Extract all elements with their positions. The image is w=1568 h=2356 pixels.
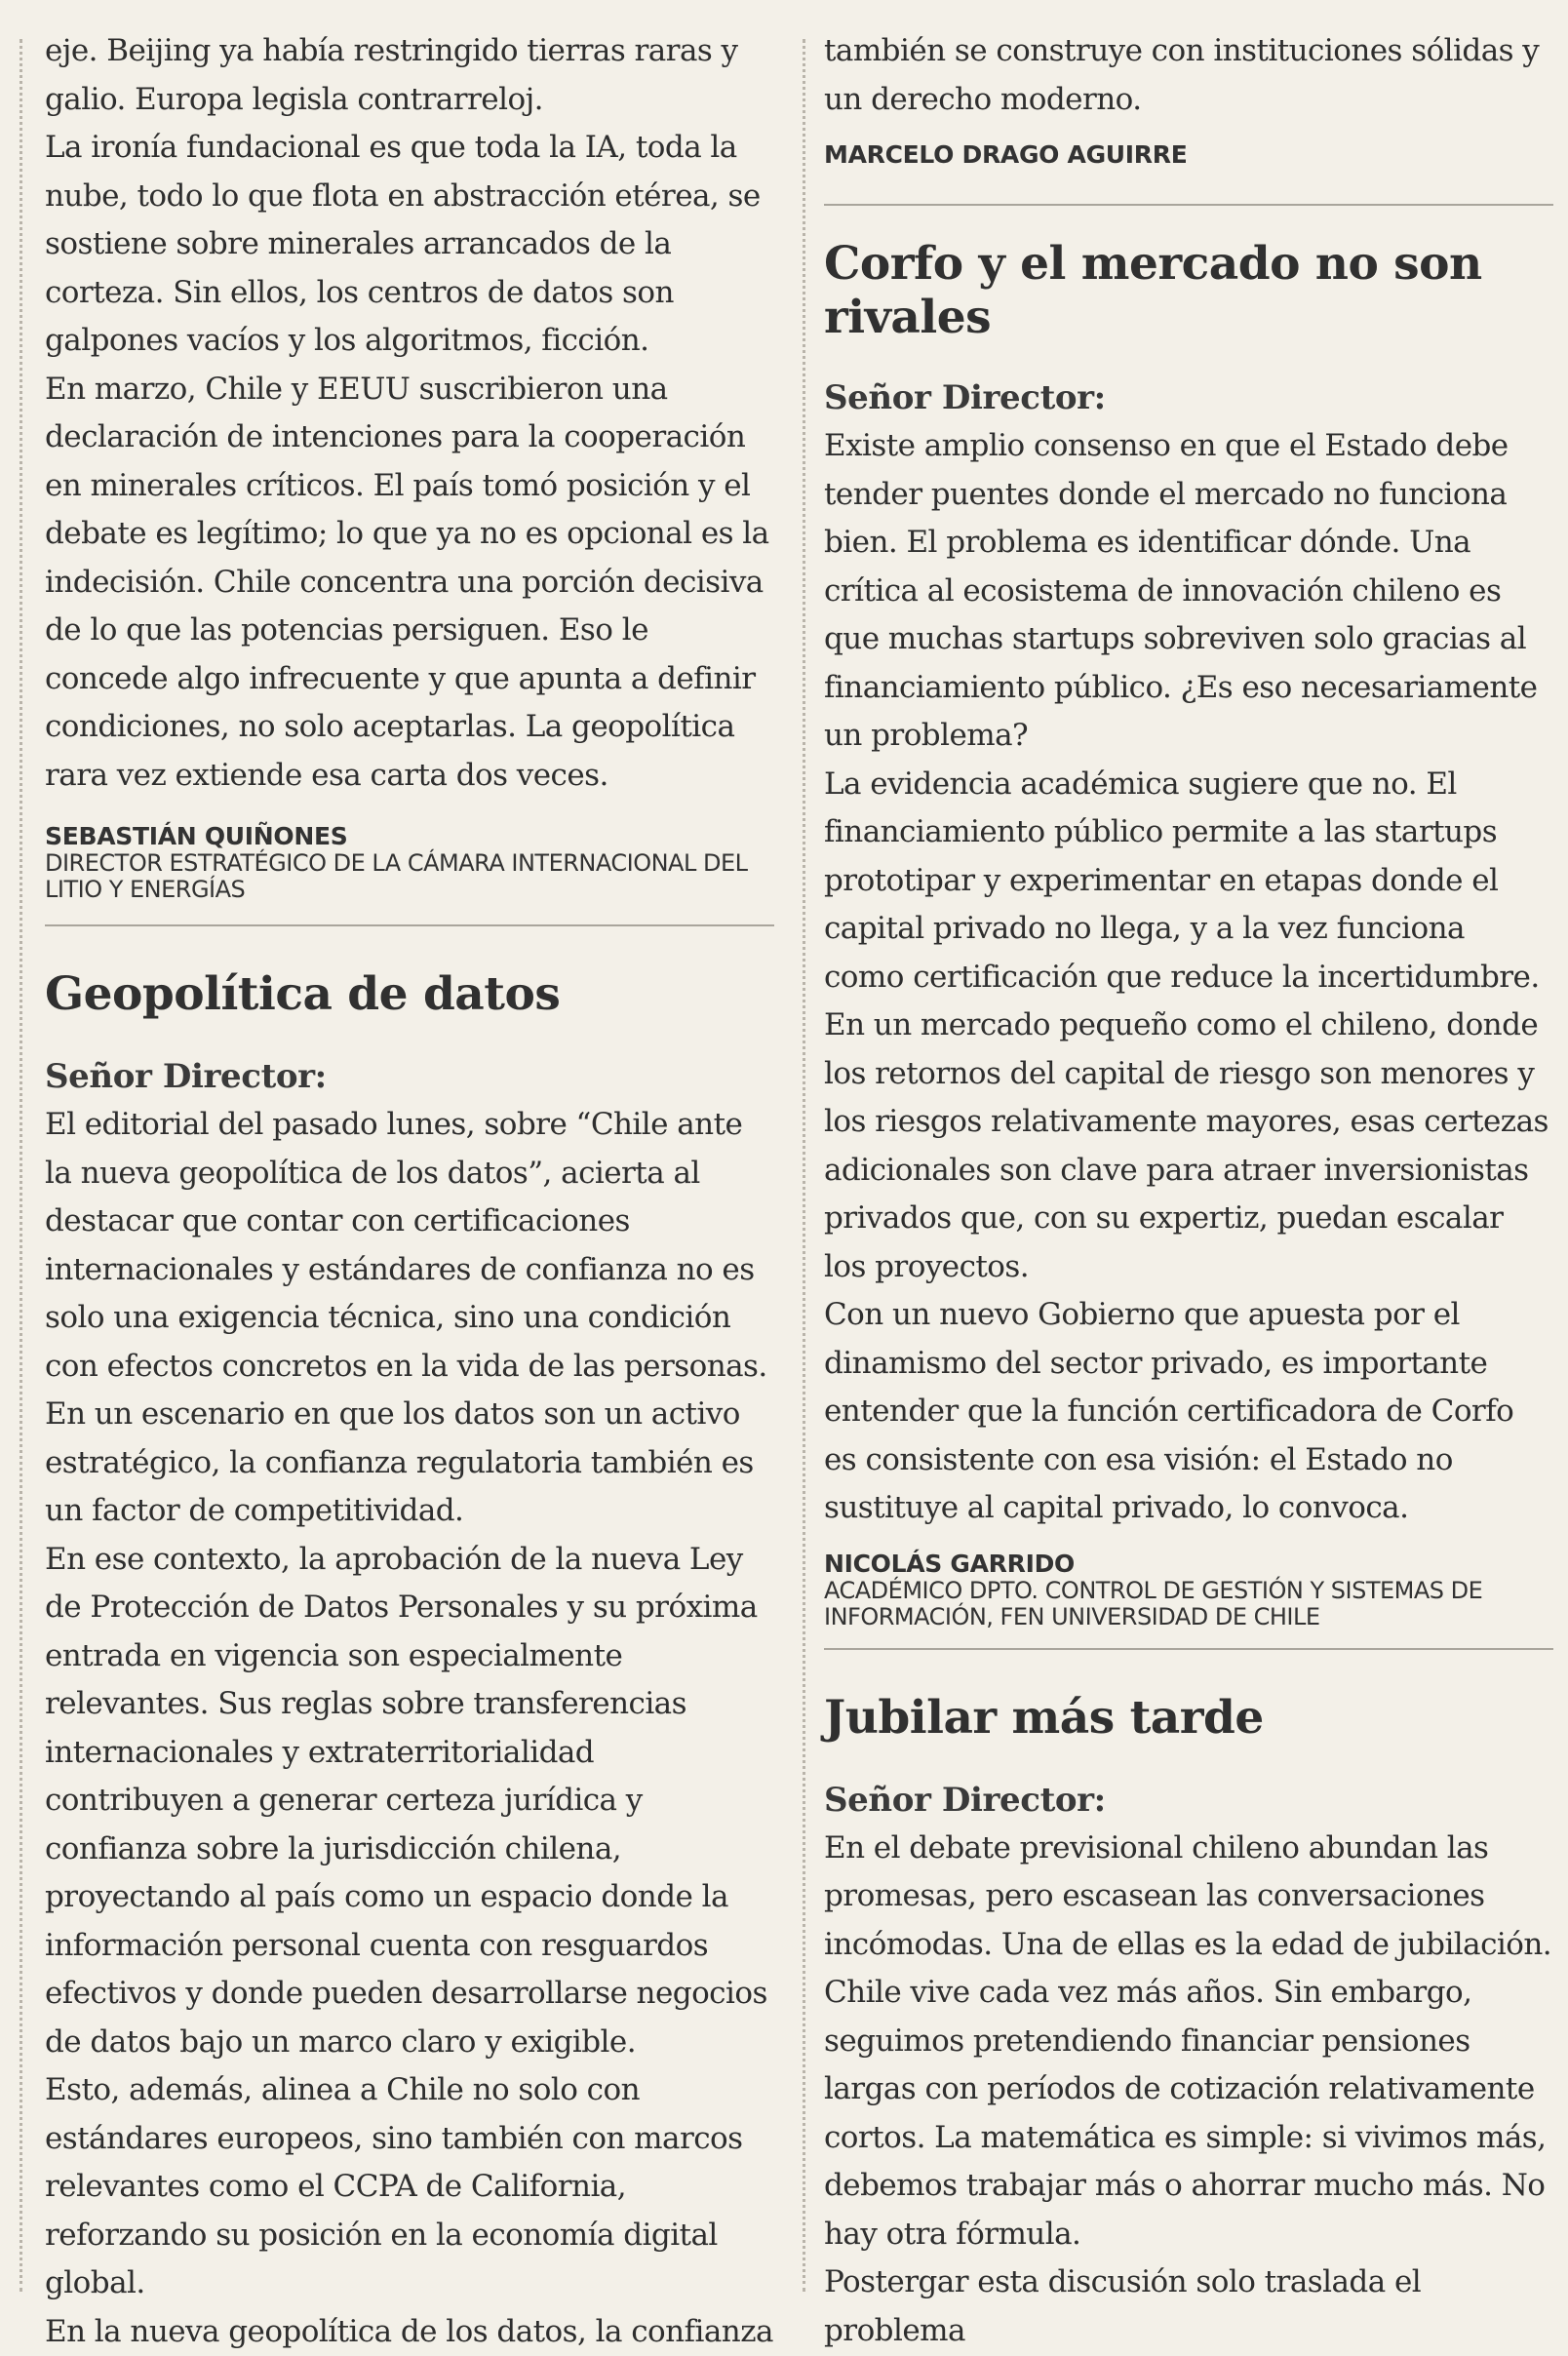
letter4-salutation: Señor Director:: [824, 1776, 1553, 1825]
letter2-author-name: MARCELO DRAGO AGUIRRE: [824, 141, 1553, 169]
letter1-paragraph: En marzo, Chile y EEUU suscribieron una declaración de intenciones para la cooperación en minerales críticos. El país tomó posición y el debate es legítimo; lo que ya no es opcional es la indecisión. Chile concentra una porción decisiva de lo que las potencias persiguen. Eso le concede algo infrecuente y que apunta a definir condiciones, no solo aceptarlas. La geopolítica rara vez extiende esa carta dos veces.: [45, 366, 774, 801]
letter1-paragraph: La ironía fundacional es que toda la IA, toda la nube, todo lo que flota en abstracción etérea, se sostiene sobre minerales arrancados de la corteza. Sin ellos, los centros de datos son galpones vacíos y los algoritmos, ficción.: [45, 124, 774, 366]
letter3-author-role: ACADÉMICO DPTO. CONTROL DE GESTIÓN Y SISTEMAS DE INFORMACIÓN, FEN UNIVERSIDAD DE CHILE: [824, 1578, 1553, 1630]
letter1-author-role: DIRECTOR ESTRATÉGICO DE LA CÁMARA INTERNACIONAL DEL LITIO Y ENERGÍAS: [45, 850, 774, 903]
letter3-salutation: Señor Director:: [824, 373, 1553, 422]
letter2-paragraph: En la nueva geopolítica de los datos, la confianza: [45, 2308, 774, 2356]
column-rule-middle: [803, 39, 805, 2292]
letter4-paragraph: Postergar esta discusión solo traslada el problema: [824, 2258, 1553, 2355]
letter3-paragraph: Existe amplio consenso en que el Estado debe tender puentes donde el mercado no funciona bien. El problema es identificar dónde. Una crítica al ecosistema de innovación chileno es que muchas startups sobreviven solo gracias al financiamiento público. ¿Es eso necesariamente un problema?: [824, 422, 1553, 761]
left-column: [45, 27, 774, 2356]
letter4-headline: Jubilar más tarde: [824, 1691, 1553, 1745]
column-rule-left: [20, 39, 22, 2292]
letter2-paragraph-continued: también se construye con instituciones sólidas y un derecho moderno.: [824, 27, 1553, 124]
letter3-author-name: NICOLÁS GARRIDO: [824, 1551, 1553, 1578]
letter3-paragraph: La evidencia académica sugiere que no. El financiamiento público permite a las startups prototipar y experimentar en etapas donde el capital privado no llega, y a la vez funciona como certificación que reduce la incertidumbre. En un mercado pequeño como el chileno, donde los retornos del capital de riesgo son menores y los riesgos relativamente mayores, esas certezas adicionales son clave para atraer inversionistas privados que, con su expertiz, puedan escalar los proyectos.: [824, 761, 1553, 1292]
letter3-headline: Corfo y el mercado no son rivales: [824, 237, 1553, 344]
letter2-salutation: Señor Director:: [45, 1052, 774, 1101]
letter2-paragraph: El editorial del pasado lunes, sobre “Chile ante la nueva geopolítica de los datos”, acierta al destacar que contar con certificaciones internacionales y estándares de confianza no es solo una exigencia técnica, sino una condición con efectos concretos en la vida de las personas. En un escenario en que los datos son un activo estratégico, la confianza regulatoria también es un factor de competitividad.: [45, 1101, 774, 1536]
right-column: [824, 27, 1553, 2355]
letter4-paragraph: En el debate previsional chileno abundan las promesas, pero escasean las conversaciones incómodas. Una de ellas es la edad de jubilación. Chile vive cada vez más años. Sin embargo, seguimos pretendiendo financiar pensiones largas con períodos de cotización relativamente cortos. La matemática es simple: si vivimos más, debemos trabajar más o ahorrar mucho más. No hay otra fórmula.: [824, 1825, 1553, 2259]
letter2-paragraph: Esto, además, alinea a Chile no solo con estándares europeos, sino también con marcos relevantes como el CCPA de California, reforzando su posición en la economía digital global.: [45, 2066, 774, 2308]
letter1-paragraph: eje. Beijing ya había restringido tierras raras y galio. Europa legisla contrarreloj.: [45, 27, 774, 124]
letter2-paragraph: En ese contexto, la aprobación de la nueva Ley de Protección de Datos Personales y su próxima entrada en vigencia son especialmente relevantes. Sus reglas sobre transferencias internacionales y extraterritorialidad contribuyen a generar certeza jurídica y confianza sobre la jurisdicción chilena, proyectando al país como un espacio donde la información personal cuenta con resguardos efectivos y donde pueden desarrollarse negocios de datos bajo un marco claro y exigible.: [45, 1536, 774, 2067]
letter3-paragraph: Con un nuevo Gobierno que apuesta por el dinamismo del sector privado, es importante entender que la función certificadora de Corfo es consistente con esa visión: el Estado no sustituye al capital privado, lo convoca.: [824, 1291, 1553, 1533]
letter1-author-name: SEBASTIÁN QUIÑONES: [45, 823, 774, 850]
letter2-headline: Geopolítica de datos: [45, 967, 774, 1021]
